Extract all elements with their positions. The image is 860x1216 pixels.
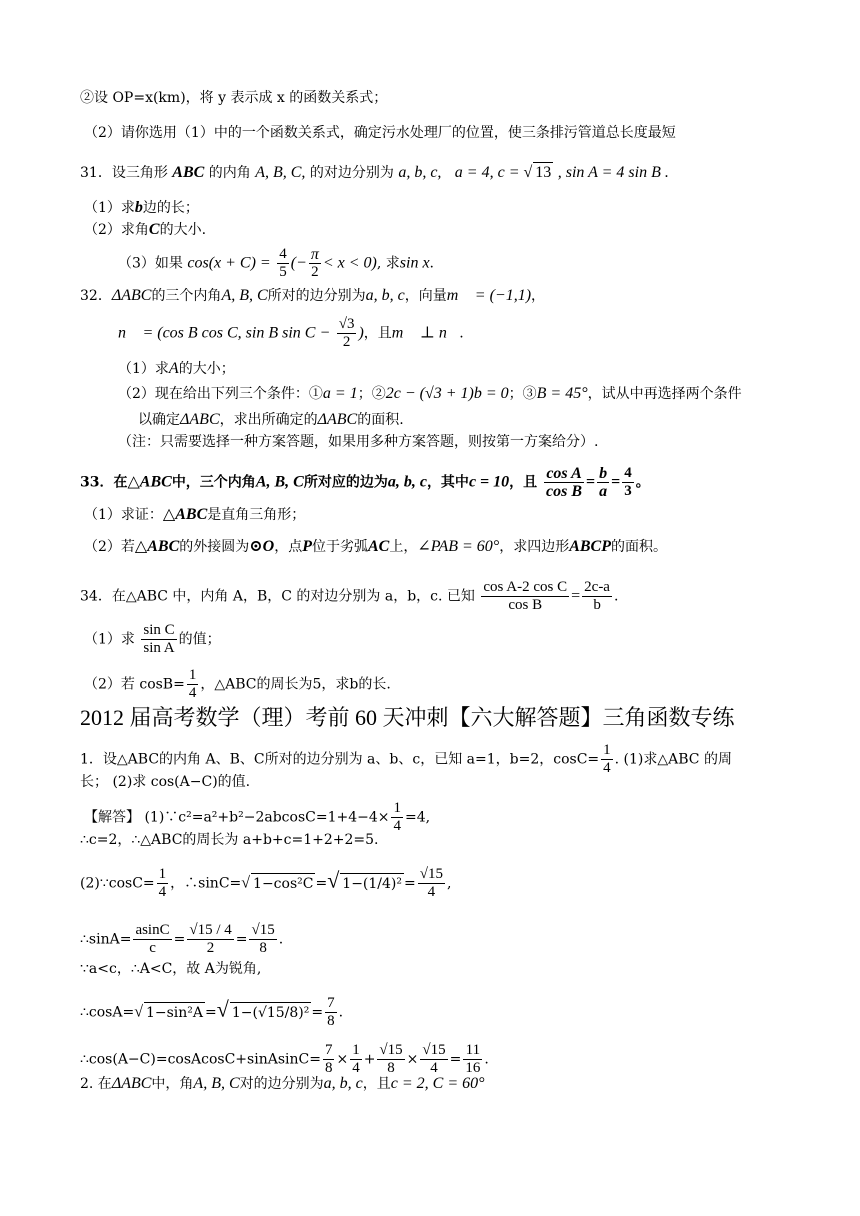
text: 的大小. [159,222,207,238]
math: = [586,473,596,491]
question-32 [80,286,545,306]
text: = [311,1004,324,1021]
question-31-part-1 [84,198,199,218]
math: a, b, c [387,473,427,491]
math: C [148,221,160,238]
fraction: $\frac{1}{4}$ [158,866,167,900]
text: = [173,931,186,948]
fraction: $\frac{√15}{4}$ [422,1042,446,1076]
text: （2）现在给出下列三个条件：① [118,386,323,402]
text: ，其中 [426,474,469,491]
question-32-part-1 [118,359,235,379]
text: 的三个内角 [151,288,222,304]
math: A, B, C, [255,164,306,181]
text: ；③ [508,386,537,402]
math: , sin A = 4 sin B . [557,164,669,181]
question-32-part-2-cont [138,410,404,430]
solution-1-step-5 [80,959,261,979]
text: （3）如果 [118,255,183,272]
text: ，试从中再选择两个条件 [587,386,742,402]
text: （1）求 [118,361,169,377]
text: ， [531,288,546,304]
fraction: $\frac{1}{4}$ [393,800,401,834]
math: a, b, c [323,1075,363,1092]
text: 所对的边分别为 [267,288,366,304]
text: . [338,1004,344,1021]
text: × [336,1051,349,1068]
text: ，且 [363,325,392,342]
math: (− [290,254,307,272]
fraction: $\frac{√3}{2}$ [338,316,355,350]
fraction: $\frac{7}{8}$ [324,1042,333,1076]
text: （1）求证： [84,507,163,523]
math: < x < 0) [322,254,377,272]
question-33 [80,465,650,500]
text-line [84,123,676,143]
math: ABC [172,164,205,181]
math: = [611,473,621,491]
text: × [406,1051,419,1068]
math: A, B, C [221,287,268,304]
text: ，向量 [404,288,447,304]
text: （2）求角 [84,222,149,238]
text: 长； (2)求 cos(A−C)的值. [80,774,251,790]
math: 1−cos²C [251,873,315,894]
math: = [571,587,581,605]
text: （2）请你选用（1）中的一个函数关系式，确定污水处理厂的位置，使三条排污管道总长度最短 [84,125,676,141]
text: ∴c=2，∴△ABC的周长为 a+b+c=1+2+2=5. [80,832,379,848]
math: sin x [399,254,430,272]
math: ⊙O [249,538,275,555]
fraction: $\frac{√15}{4}$ [419,866,443,900]
text: 34．在△ABC 中，内角 A，B，C 的对边分别为 a，b，c. 已知 [80,588,475,605]
text: 的内角 [208,165,251,181]
text: 中，角 [151,1076,194,1092]
math: 1−sin²A [144,1002,205,1023]
math: ΔABC [180,411,220,428]
text: （1）求 [84,200,135,216]
text: （2）若 cosB= [84,676,185,693]
math: △ABC [127,473,172,491]
text: 所对应的边为 [303,474,388,491]
math: △ABC [134,538,180,555]
text: ，且 [509,474,538,491]
text: 中，三个内角 [171,474,256,491]
text: 的对边分别为 [309,165,394,181]
text: 的值； [178,631,221,648]
math: a, b, c, [398,164,442,181]
text: 的面积。 [611,539,667,555]
text: 的大小； [178,361,235,377]
math: m⃗ = (−1,1) [446,287,532,304]
fraction: $\frac{4}{3}$ [624,465,632,499]
fraction: $\frac{4}{5}$ [279,246,287,280]
text: 1．设△ABC的内角 A、B、C所对的边分别为 a、b、c，已知 a=1，b=2，cosC= [80,751,600,768]
text-line [80,88,387,108]
text: 【解答】 (1)∵c²=a²+b²−2abcosC=1+4−4× [84,809,390,826]
fraction: $\frac{\pi}{2}$ [310,246,319,280]
math: A, B, C [255,473,304,491]
fraction: $\frac{1}{4}$ [352,1042,360,1076]
math: ABCP [569,538,611,555]
question-34 [80,579,618,614]
fraction: $\frac{b}{a}$ [599,465,608,500]
section-heading: 2012 届高考数学（理）考前 60 天冲刺【六大解答题】三角函数专练 [80,705,735,730]
math: c = 2, C = 60° [390,1075,485,1092]
math: A [168,360,179,377]
math: a = 1 [322,385,358,402]
math: a = 4, c = [454,164,524,181]
math: ) [358,324,364,342]
question-32-note [118,432,598,452]
math: A, B, C [193,1075,240,1092]
solution-2-question [80,1074,485,1094]
math: c = 10 [468,473,510,491]
fraction: $\frac{\text{cos A}}{\text{cos B}}$ [546,465,583,500]
text: 位于劣弧 [312,539,368,555]
question-34-part-1 [84,622,221,657]
fraction: $\frac{√15 / 4}{2}$ [189,922,232,956]
math: n⃗ = (cos B cos C, sin B sin C − [118,324,331,342]
solution-1-step-4 [80,922,283,957]
text: 2. 在 [80,1076,112,1092]
text: . [429,255,434,272]
text: ②设 OP=x(km)，将 y 表示成 x 的函数关系式； [80,90,388,106]
text: =4, [404,809,431,826]
text: 31．设三角形 [80,165,168,181]
fraction: $\frac{asinC}{c}$ [135,922,170,956]
question-31: 31．设三角形 ABC 的内角 A, B, C, 的对边分别为 a, b, c, a = 4, c = √ 13 , sin A = 4 sin B . [80,164,669,181]
text: ∴cos(A−C)=cosAcosC+sinAsinC= [80,1051,321,1068]
solution-1-question-cont [80,772,250,792]
math: ΔABC [111,287,152,304]
question-31-part-3 [118,246,434,281]
solution-1-step-6: ∴cosA=√ 1−sin²A =√ 1−(√15/8)² = $\frac{7}{8}$ . [80,995,344,1029]
fraction: $\frac{11}{16}$ [465,1042,481,1076]
question-32-vector-n [118,316,464,351]
solution-1-step-3: (2)∵cosC= $\frac{1}{4}$ ，∴sinC=√ 1−cos²C =√ 1−(1/4)² = $\frac{√15}{4}$ , [80,866,452,900]
text: ∴sinA= [80,931,132,948]
text: （2）若 [84,539,135,555]
math: △ABC [162,506,208,523]
text: . [278,931,284,948]
question-32-part-2 [118,384,742,404]
fraction: $\frac{2c-a}{b}$ [584,579,610,613]
text: , [446,875,452,892]
text: , 求 [376,255,400,272]
math: ΔABC [317,411,358,428]
text: . [613,588,619,605]
text: 是直角三角形； [207,507,306,523]
text: = [235,931,248,948]
math: P [302,538,312,555]
math: m⃗ ⊥ n⃗ [391,324,460,342]
math: cos(x + C) = [187,254,271,272]
text: = [205,1004,217,1021]
text: . (1)求△ABC 的周 [614,751,732,768]
text: ，且 [362,1076,391,1092]
text: ，△ABC的周长为5，求b的长. [200,676,391,693]
math: 2c − (√3 + 1)b = 0 [385,385,509,402]
question-33-part-1 [84,505,305,525]
question-34-part-2 [84,667,391,702]
text: 边的长； [142,200,199,216]
text: . [459,325,464,342]
math: ΔABC [111,1075,152,1092]
text: (2)∵cosC= [80,875,155,892]
text: ∵a<c，∴A<C，故 A为锐角, [80,961,262,977]
text: = [449,1051,462,1068]
text: + [363,1051,376,1068]
math: 1−(√15/8)² [230,1002,312,1023]
fraction: $\frac{1}{4}$ [188,667,197,701]
math: b [134,199,143,216]
fraction: $\frac{√15}{8}$ [251,922,275,956]
text: 以确定 [138,412,180,428]
text: 33．在 [80,474,128,491]
text: . [484,1051,489,1068]
text: ，求出所确定的 [219,412,318,428]
text: 。 [635,474,650,491]
fraction: $\frac{1}{4}$ [603,742,611,776]
solution-1-step-7 [80,1042,489,1077]
question-33-part-2 [84,537,667,557]
text: ，∴sinC= [170,875,242,892]
text: 32． [80,288,112,304]
fraction: $\frac{√15}{8}$ [379,1042,403,1076]
text: ，点 [274,539,303,555]
text: = [315,875,328,892]
text: 的外接圆为 [179,539,250,555]
text: = [404,875,416,892]
math: AC [368,538,390,555]
text: ；② [357,386,386,402]
math: ∠PAB = 60° [417,538,500,555]
text: ，求四边形 [499,539,570,555]
fraction: $\frac{\text{sin C}}{\text{sin A}}$ [143,622,175,656]
math: 13 [535,164,552,181]
text: 上， [389,539,418,555]
math: B = 45° [536,385,588,402]
fraction: $\frac{7}{8}$ [327,995,335,1029]
question-31-part-2 [84,220,206,240]
text: ∴cosA= [80,1004,135,1021]
text: 对的边分别为 [239,1076,324,1092]
math: a, b, c [365,287,405,304]
text: （1）求 [84,631,135,648]
text: （注：只需要选择一种方案答题，如果用多种方案答题，则按第一方案给分）. [118,434,599,450]
text: 的面积. [357,412,404,428]
math: 1−(1/4)² [340,873,404,894]
fraction: $\frac{\text{cos A-2 cos C}}{\text{cos B}}$ [483,579,568,613]
solution-1-step-2 [80,830,379,850]
